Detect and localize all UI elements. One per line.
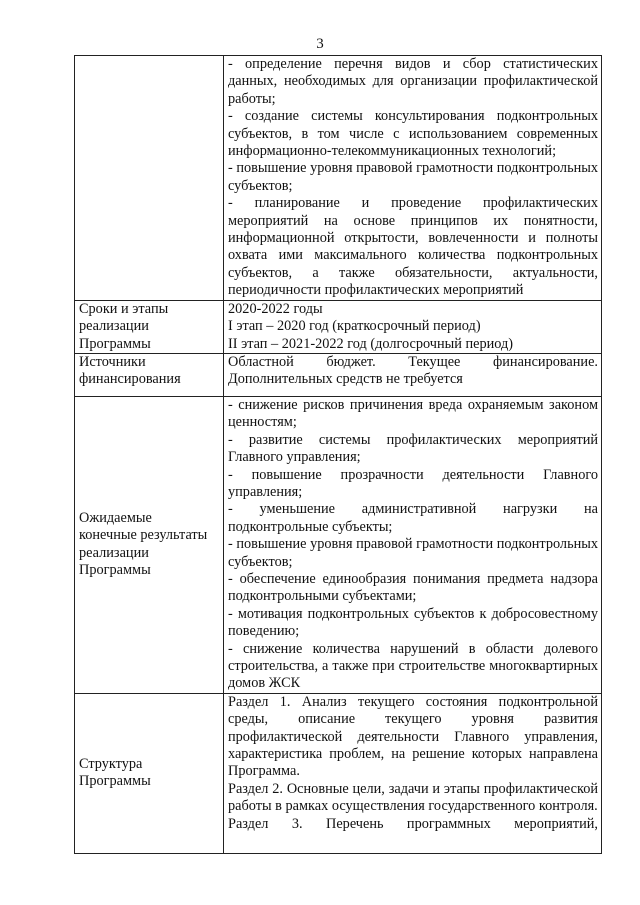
table-row [75, 396, 602, 693]
table-row [75, 353, 602, 396]
row-content-terms: 2020-2022 годы I этап – 2020 год (краткосрочный период) II этап – 2021-2022 год (долгосрочный период) [224, 300, 602, 353]
section-item: Раздел 3. Перечень программных мероприятий, [228, 815, 598, 832]
list-item: - снижение рисков причинения вреда охраняемым законом ценностям; [228, 396, 598, 431]
row-content-funding: Областной бюджет. Текущее финансирование. Дополнительных средств не требуется [224, 353, 602, 396]
list-item: - повышение прозрачности деятельности Главного управления; [228, 466, 598, 500]
section-item: Раздел 1. Анализ текущего состояния подконтрольной среды, описание текущего уровня развития профилактической деятельности Главного управления, характеристика проблем, на решение которых направлена Программа. [228, 693, 598, 780]
program-passport-table [74, 55, 602, 854]
row-label-empty [75, 56, 224, 301]
list-item: - обеспечение единообразия понимания предмета надзора подконтрольными субъектами; [228, 570, 598, 605]
row-label-results: Ожидаемые конечные результаты реализации Программы [75, 396, 224, 693]
section-item: Раздел 2. Основные цели, задачи и этапы профилактической работы в рамках осуществления государственного контроля. [228, 780, 598, 815]
row-content-results [224, 396, 602, 693]
table-row [75, 300, 602, 353]
table-row [75, 56, 602, 301]
list-item: - определение перечня видов и сбор статистических данных, необходимых для организации профилактической работы; [228, 56, 598, 107]
list-item: - планирование и проведение профилактических мероприятий на основе принципов их понятности, информационной открытости, вовлеченности и полноты охвата ими максимального количества подконтрольных субъектов, а также обязательности, актуальности, периодичности профилактических мероприятий [228, 195, 598, 299]
row-content-structure [224, 693, 602, 853]
row-label-funding: Источники финансирования [75, 353, 224, 396]
list-item: - снижение количества нарушений в области долевого строительства, а также при строительстве многоквартирных домов ЖСК [228, 640, 598, 692]
list-item: - повышение уровня правовой грамотности подконтрольных субъектов; [228, 160, 598, 194]
list-item: - создание системы консультирования подконтрольных субъектов, в том числе с использованием современных информационно-телекоммуникационных технологий; [228, 108, 598, 160]
row-content-tasks [224, 56, 602, 301]
list-item: - повышение уровня правовой грамотности подконтрольных субъектов; [228, 536, 598, 570]
list-item: - уменьшение административной нагрузки на подконтрольные субъекты; [228, 501, 598, 535]
table-row [75, 693, 602, 853]
list-item: - мотивация подконтрольных субъектов к добросовестному поведению; [228, 605, 598, 640]
page-number: 3 [316, 36, 324, 52]
list-item: - развитие системы профилактических мероприятий Главного управления; [228, 431, 598, 466]
row-label-structure: Структура Программы [75, 693, 224, 853]
row-label-terms: Сроки и этапы реализации Программы [75, 300, 224, 353]
